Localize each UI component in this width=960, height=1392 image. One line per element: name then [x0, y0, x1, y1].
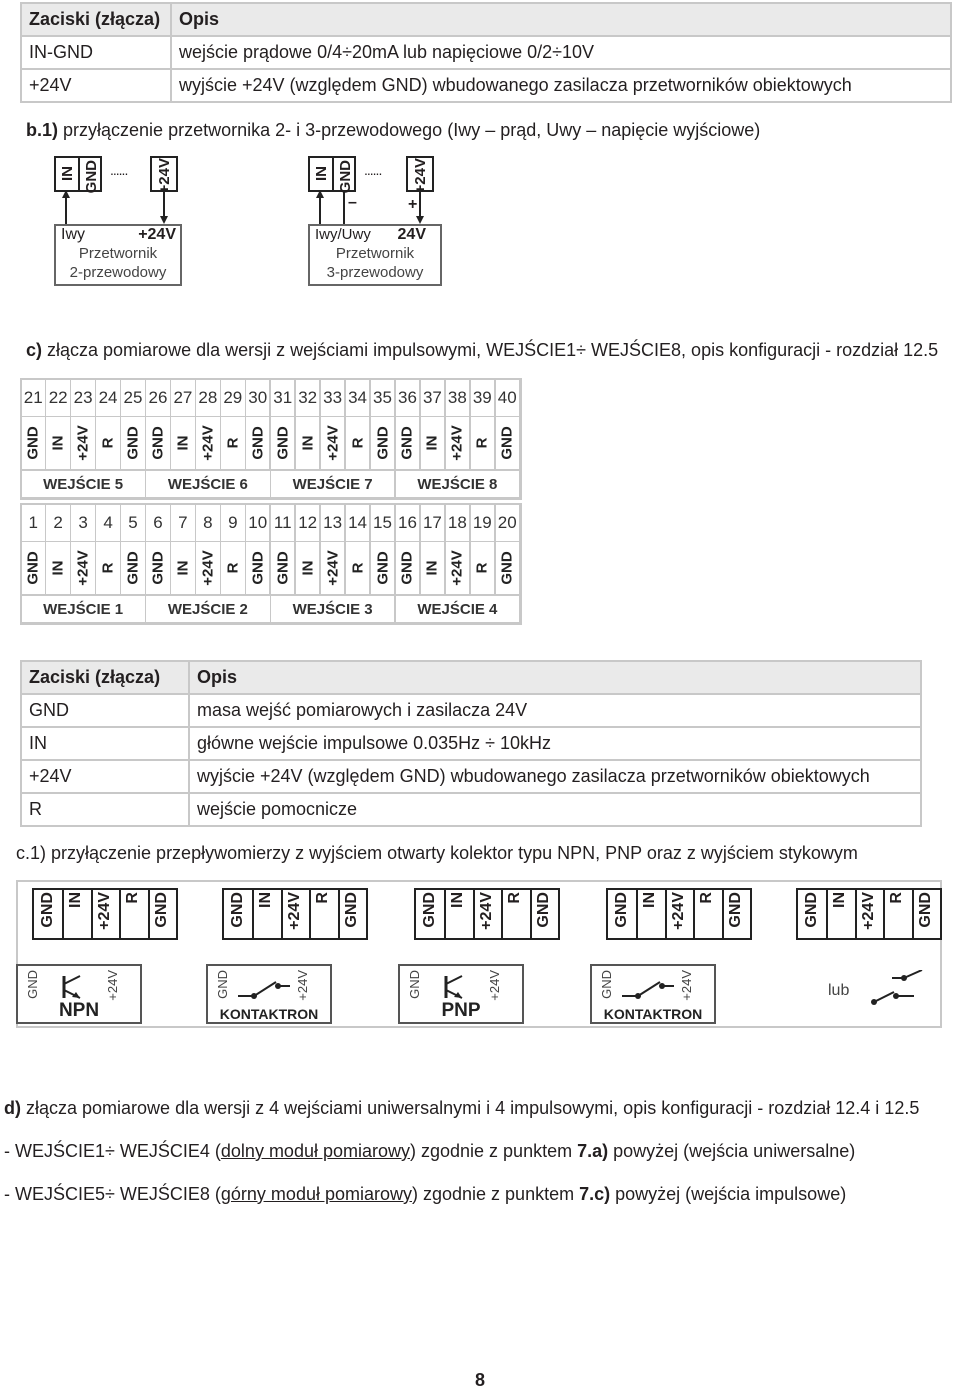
terminal-label-text: IN	[423, 560, 441, 576]
pin-label: IN	[59, 166, 76, 181]
section-d-text: złącza pomiarowe dla wersji z 4 wejściami uniwersalnymi i 4 impulsowymi, opis konfiguracji - rozdział 12.4 i 12.5	[21, 1098, 920, 1118]
text: - WEJŚCIE1÷ WEJŚCIE4 (	[4, 1141, 221, 1161]
terminal-grid-inputs-1-4	[20, 503, 522, 625]
terminal-number: 27	[171, 380, 194, 416]
header-description: Opis	[189, 661, 921, 694]
pin-divider	[883, 890, 885, 938]
terminal-label-text: GND	[274, 426, 292, 460]
terminal-label	[471, 417, 494, 469]
terminal-label	[346, 417, 369, 469]
terminal-label	[71, 542, 94, 594]
page-number: 8	[474, 1370, 485, 1390]
flowmeter-terminal-block	[606, 888, 752, 940]
terminal-label	[321, 542, 344, 594]
pin-divider	[826, 890, 828, 938]
transmitter-type: 2-przewodowy	[69, 264, 167, 281]
terminal-label	[221, 542, 244, 594]
terminal-number: 6	[146, 505, 169, 541]
transmitter-box	[54, 224, 182, 286]
pin-label: IN	[641, 892, 659, 908]
contact-switch-alternatives	[818, 970, 938, 1020]
section-b1-text: przyłączenie przetwornika 2- i 3-przewodowego (Iwy – prąd, Uwy – napięcie wyjściowe)	[58, 120, 761, 140]
terminal-number: 15	[371, 505, 394, 541]
terminal-label-text: GND	[24, 551, 42, 585]
cell-description: wejście pomocnicze	[189, 793, 921, 826]
cell-terminal: IN-GND	[21, 36, 171, 69]
terminal-label	[121, 417, 144, 469]
terminal-label	[271, 417, 294, 469]
terminal-label-text: GND	[398, 551, 416, 585]
input-group-name: WEJŚCIE 2	[146, 596, 269, 622]
terminal-number: 22	[46, 380, 69, 416]
flowmeter-terminal-block	[796, 888, 942, 940]
terminal-label	[246, 542, 269, 594]
terminal-label-text: R	[473, 437, 491, 449]
terminal-label-text: GND	[124, 551, 142, 585]
pin-label: GND	[803, 892, 820, 928]
text: - WEJŚCIE5÷ WEJŚCIE8 (	[4, 1184, 221, 1204]
table-row	[21, 69, 951, 102]
pin-label: +24V	[285, 892, 303, 930]
terminal-label-text: GND	[149, 426, 167, 460]
pin-divider	[444, 890, 446, 938]
terminal-label-text: GND	[24, 426, 42, 460]
input-group-name: WEJŚCIE 5	[22, 471, 145, 497]
terminal-label	[46, 417, 69, 469]
terminal-label	[396, 542, 419, 594]
pin-divider	[912, 890, 914, 938]
cell-description: masa wejść pomiarowych i zasilacza 24V	[189, 694, 921, 727]
terminal-label-text: GND	[124, 426, 142, 460]
pin-label: GND	[83, 160, 100, 194]
pin-label: IN	[313, 166, 330, 181]
terminal-label-text: GND	[398, 426, 416, 460]
table-row	[21, 694, 921, 727]
transmitter-box	[308, 224, 442, 286]
terminal-label-text: +24V	[448, 425, 466, 461]
flowmeter-device	[590, 964, 716, 1024]
terminal-number: 18	[446, 505, 469, 541]
terminal-label	[271, 542, 294, 594]
input-group-name: WEJŚCIE 7	[271, 471, 394, 497]
device-pin-label: +24V	[679, 970, 694, 1001]
dots: ......	[364, 162, 382, 178]
terminal-label	[121, 542, 144, 594]
device-pin-label: GND	[599, 970, 614, 999]
terminal-label-text: +24V	[324, 550, 342, 586]
terminal-label	[296, 542, 319, 594]
terminal-number: 10	[246, 505, 269, 541]
cell-description: wejście prądowe 0/4÷20mA lub napięciowe 0/2÷10V	[171, 36, 951, 69]
device-name: KONTAKTRON	[603, 1006, 703, 1022]
cell-description: główne wejście impulsowe 0.035Hz ÷ 10kHz	[189, 727, 921, 760]
terminal-label-text: R	[473, 562, 491, 574]
line-inputs-1-4	[4, 1141, 855, 1162]
transmitter-type: 3-przewodowy	[326, 264, 424, 281]
terminal-label-text: R	[99, 437, 117, 449]
text: ) zgodnie z punktem	[410, 1141, 578, 1161]
header-description: Opis	[171, 3, 951, 36]
device-name: KONTAKTRON	[219, 1006, 319, 1022]
terminal-label	[471, 542, 494, 594]
pin-label: GND	[229, 892, 246, 928]
terminal-label-text: +24V	[448, 550, 466, 586]
terminal-label-text: IN	[174, 560, 192, 576]
table-row	[21, 793, 921, 826]
line-inputs-5-8	[4, 1184, 846, 1205]
terminal-label-text: +24V	[74, 550, 92, 586]
terminal-number: 28	[196, 380, 219, 416]
terminal-label	[321, 417, 344, 469]
terminal-label-text: GND	[249, 551, 267, 585]
input-group-name: WEJŚCIE 8	[396, 471, 519, 497]
terminal-label-text: GND	[374, 551, 392, 585]
terminal-label-text: GND	[374, 426, 392, 460]
terminal-label-text: +24V	[74, 425, 92, 461]
terminal-number: 14	[346, 505, 369, 541]
cell-terminal: IN	[21, 727, 189, 760]
terminal-number: 32	[296, 380, 319, 416]
minus-sign: –	[348, 194, 357, 211]
pin-label: R	[698, 892, 716, 904]
pin-divider	[722, 890, 724, 938]
terminal-number: 8	[196, 505, 219, 541]
terminal-number: 4	[96, 505, 119, 541]
terminal-label-text: R	[224, 437, 242, 449]
supply-label: 24V	[397, 226, 426, 243]
transmitter-name: Przetwornik	[78, 245, 158, 262]
terminal-label-text: R	[224, 562, 242, 574]
terminal-label	[96, 542, 119, 594]
terminal-number: 23	[71, 380, 94, 416]
device-name: PNP	[441, 1000, 481, 1021]
terminal-label-text: GND	[498, 426, 516, 460]
plus-sign: +	[408, 196, 418, 213]
device-name: NPN	[58, 1000, 100, 1021]
pin-block-in-gnd	[308, 156, 356, 192]
terminal-number: 40	[496, 380, 519, 416]
section-b1-heading	[26, 120, 760, 141]
terminal-label-text: IN	[299, 560, 317, 576]
module-lower: dolny moduł pomiarowy	[220, 1141, 410, 1161]
terminal-label	[71, 417, 94, 469]
cell-terminal: +24V	[21, 69, 171, 102]
terminal-number: 24	[96, 380, 119, 416]
pin-label: GND	[534, 892, 552, 928]
cell-terminal: R	[21, 793, 189, 826]
section-d-heading	[4, 1098, 919, 1119]
cell-description: wyjście +24V (względem GND) wbudowanego zasilacza przetworników obiektowych	[171, 69, 951, 102]
terminal-number: 30	[246, 380, 269, 416]
terminal-label	[446, 542, 469, 594]
terminal-label-text: R	[349, 562, 367, 574]
reference: 7.a)	[577, 1141, 609, 1161]
pin-label: GND	[916, 892, 934, 928]
terminal-number: 37	[421, 380, 444, 416]
terminal-label	[421, 542, 444, 594]
pin-divider	[855, 890, 857, 938]
module-upper: górny moduł pomiarowy	[220, 1184, 412, 1204]
terminal-number: 36	[396, 380, 419, 416]
pin-label: GND	[421, 892, 438, 928]
pin-divider	[91, 890, 93, 938]
transistor-symbol	[44, 972, 104, 1002]
device-pin-label: GND	[407, 970, 422, 999]
pin-label: R	[506, 892, 524, 904]
terminal-number: 31	[271, 380, 294, 416]
terminal-grid-inputs-5-8	[20, 378, 522, 500]
terminal-label	[421, 417, 444, 469]
input-group-name: WEJŚCIE 6	[146, 471, 269, 497]
terminal-number: 34	[346, 380, 369, 416]
pin-divider	[252, 890, 254, 938]
pin-label: +24V	[95, 892, 113, 930]
terminal-label-text: IN	[49, 435, 67, 451]
section-c-prefix: c)	[26, 340, 43, 360]
terminal-number: 1	[22, 505, 45, 541]
pin-label: R	[314, 892, 332, 904]
pin-label: +24V	[477, 892, 495, 930]
section-b1-prefix: b.1)	[26, 120, 59, 140]
cell-description: wyjście +24V (względem GND) wbudowanego zasilacza przetworników obiektowych	[189, 760, 921, 793]
pin-divider	[636, 890, 638, 938]
device-pin-label: +24V	[295, 970, 310, 1001]
supply-label: +24V	[138, 226, 176, 243]
terminal-label	[171, 417, 194, 469]
pin-label: GND	[337, 160, 354, 194]
table-row	[21, 36, 951, 69]
section-c1-heading: c.1) przyłączenie przepływomierzy z wyjściem otwarty kolektor typu NPN, PNP oraz z wyjściem stykowym	[16, 843, 858, 863]
terminal-number: 20	[496, 505, 519, 541]
terminal-label-text: +24V	[199, 550, 217, 586]
device-pin-label: GND	[25, 970, 40, 999]
header-terminals: Zaciski (złącza)	[21, 661, 189, 694]
pin-label: +24V	[859, 892, 877, 930]
table-terminals-impulse	[20, 660, 922, 827]
section-d-prefix: d)	[4, 1098, 21, 1118]
terminal-label-text: R	[349, 437, 367, 449]
alternative-label: lub	[828, 982, 850, 999]
terminal-label-text: +24V	[199, 425, 217, 461]
table-row	[21, 760, 921, 793]
pin-label: IN	[449, 892, 467, 908]
section-c-heading	[26, 340, 938, 361]
terminal-label-text: IN	[423, 435, 441, 451]
pin-block-in-gnd	[54, 156, 102, 192]
terminal-number: 35	[371, 380, 394, 416]
terminal-number: 17	[421, 505, 444, 541]
terminal-label	[22, 542, 45, 594]
terminal-number: 39	[471, 380, 494, 416]
device-pin-label: +24V	[105, 970, 120, 1001]
switch-symbol	[234, 972, 294, 1002]
switch-symbol	[618, 972, 678, 1002]
terminal-label-text: IN	[299, 435, 317, 451]
transistor-symbol	[426, 972, 486, 1002]
terminal-label-text: GND	[498, 551, 516, 585]
flowmeter-device	[206, 964, 332, 1024]
terminal-label	[371, 542, 394, 594]
terminal-label	[196, 417, 219, 469]
wires-2wire	[54, 190, 184, 226]
cell-terminal: GND	[21, 694, 189, 727]
pin-block-24v	[406, 156, 434, 192]
terminal-label	[96, 417, 119, 469]
header-terminals: Zaciski (złącza)	[21, 3, 171, 36]
table-header-row	[21, 661, 921, 694]
terminal-number: 21	[22, 380, 45, 416]
terminal-number: 5	[121, 505, 144, 541]
pin-divider	[281, 890, 283, 938]
signal-label: Iwy/Uwy	[315, 226, 371, 243]
terminal-label-text: GND	[274, 551, 292, 585]
pin-block-24v	[150, 156, 178, 192]
flowmeter-device	[398, 964, 524, 1024]
flowmeter-device	[16, 964, 142, 1024]
device-pin-label: GND	[215, 970, 230, 999]
signal-label: Iwy	[61, 226, 85, 243]
terminal-number: 26	[146, 380, 169, 416]
terminal-number: 19	[471, 505, 494, 541]
table-terminals-analog	[20, 2, 952, 103]
input-group-name: WEJŚCIE 3	[271, 596, 394, 622]
terminal-number: 25	[121, 380, 144, 416]
pin-divider	[665, 890, 667, 938]
pin-divider	[530, 890, 532, 938]
pin-divider	[62, 890, 64, 938]
pin-divider	[501, 890, 503, 938]
transmitter-name: Przetwornik	[335, 245, 415, 262]
terminal-number: 16	[396, 505, 419, 541]
pin-label: GND	[39, 892, 56, 928]
pin-label: GND	[613, 892, 630, 928]
terminal-number: 11	[271, 505, 294, 541]
terminal-label	[22, 417, 45, 469]
terminal-label	[496, 417, 519, 469]
pin-divider	[473, 890, 475, 938]
terminal-label-text: +24V	[324, 425, 342, 461]
pin-divider	[693, 890, 695, 938]
dots: ......	[110, 162, 128, 178]
table-header-row	[21, 3, 951, 36]
terminal-label	[196, 542, 219, 594]
terminal-number: 29	[221, 380, 244, 416]
terminal-label	[146, 542, 169, 594]
cell-terminal: +24V	[21, 760, 189, 793]
terminal-label	[446, 417, 469, 469]
terminal-label-text: GND	[249, 426, 267, 460]
pin-label: IN	[831, 892, 849, 908]
pin-divider	[148, 890, 150, 938]
input-group-name: WEJŚCIE 4	[396, 596, 519, 622]
terminal-label	[296, 417, 319, 469]
terminal-number: 38	[446, 380, 469, 416]
terminal-label-text: R	[99, 562, 117, 574]
device-pin-label: +24V	[487, 970, 502, 1001]
terminal-label-text: IN	[49, 560, 67, 576]
text: powyżej (wejścia uniwersalne)	[608, 1141, 856, 1161]
terminal-label	[171, 542, 194, 594]
flowmeter-terminal-block	[222, 888, 368, 940]
pin-label: IN	[257, 892, 275, 908]
terminal-number: 12	[296, 505, 319, 541]
pin-label: +24V	[412, 158, 429, 194]
terminal-label-text: GND	[149, 551, 167, 585]
terminal-label	[346, 542, 369, 594]
pin-label: IN	[67, 892, 85, 908]
table-row	[21, 727, 921, 760]
terminal-label	[371, 417, 394, 469]
terminal-label	[146, 417, 169, 469]
terminal-label	[496, 542, 519, 594]
terminal-number: 33	[321, 380, 344, 416]
terminal-label	[221, 417, 244, 469]
text: powyżej (wejścia impulsowe)	[610, 1184, 847, 1204]
pin-divider	[119, 890, 121, 938]
terminal-label	[246, 417, 269, 469]
pin-label: +24V	[156, 158, 173, 194]
pin-label: +24V	[669, 892, 687, 930]
text: ) zgodnie z punktem	[412, 1184, 580, 1204]
terminal-number: 7	[171, 505, 194, 541]
wires-3wire	[308, 190, 438, 226]
reference: 7.c)	[579, 1184, 611, 1204]
pin-label: GND	[152, 892, 170, 928]
pin-label: R	[888, 892, 906, 904]
terminal-label	[396, 417, 419, 469]
pin-label: GND	[342, 892, 360, 928]
pin-divider	[338, 890, 340, 938]
pin-label: R	[124, 892, 142, 904]
terminal-number: 13	[321, 505, 344, 541]
pin-divider	[309, 890, 311, 938]
terminal-number: 3	[71, 505, 94, 541]
terminal-number: 9	[221, 505, 244, 541]
terminal-label	[46, 542, 69, 594]
terminal-label-text: IN	[174, 435, 192, 451]
section-c-text: złącza pomiarowe dla wersji z wejściami impulsowymi, WEJŚCIE1÷ WEJŚCIE8, opis konfiguracji - rozdział 12.5	[42, 340, 939, 360]
pin-label: GND	[726, 892, 744, 928]
flowmeter-terminal-block	[32, 888, 178, 940]
input-group-name: WEJŚCIE 1	[22, 596, 145, 622]
terminal-number: 2	[46, 505, 69, 541]
flowmeter-terminal-block	[414, 888, 560, 940]
